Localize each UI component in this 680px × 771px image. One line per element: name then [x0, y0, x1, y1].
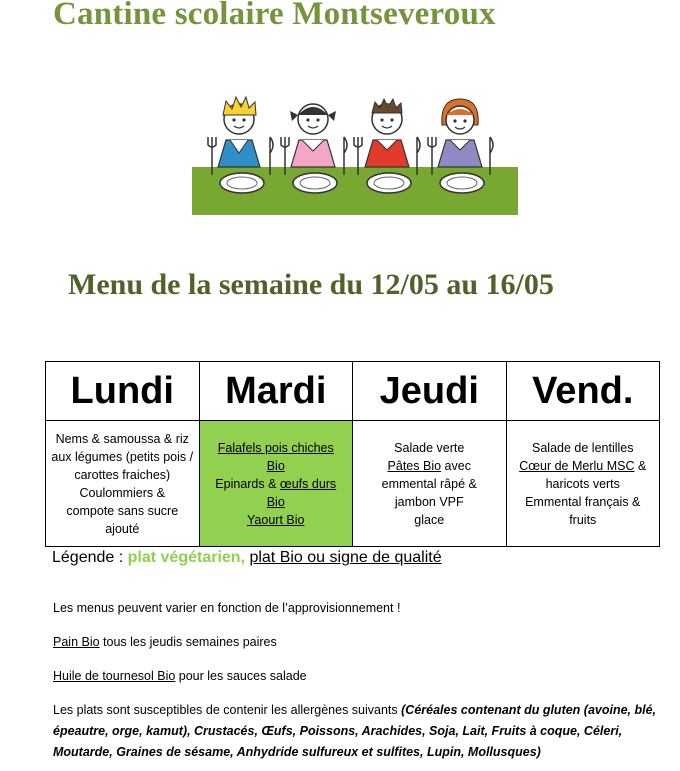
friday-dish: fruits	[569, 512, 597, 527]
thursday-dish-part: Pâtes Bio	[387, 458, 442, 473]
legend-vegetarian: plat végétarien,	[127, 549, 245, 566]
friday-dish: haricots verts	[545, 476, 620, 491]
tuesday-dish: Falafels pois chiches	[217, 440, 334, 455]
legend-bio: plat Bio ou signe de qualité	[249, 549, 442, 566]
bread-note	[53, 632, 277, 653]
monday-dish: Nems & samoussa & riz aux légumes (petits pois / carottes fraiches)	[51, 431, 194, 482]
allergens-note	[53, 700, 668, 763]
thursday-dish-part: avec	[441, 458, 471, 473]
tuesday-dish	[205, 475, 348, 493]
bread-note-text: tous les jeudis semaines paires	[99, 635, 277, 649]
friday-dish: Emmental français &	[525, 494, 641, 509]
thursday-dish: emmental râpé &	[381, 476, 477, 491]
tuesday-dish: Bio	[266, 458, 285, 473]
friday-dish-part: Cœur de Merlu MSC	[519, 458, 635, 473]
menu-cell-monday	[46, 421, 200, 547]
day-header-monday: Lundi	[46, 362, 200, 421]
menu-cell-tuesday	[199, 421, 353, 547]
child-2	[290, 104, 336, 167]
children-eating-illustration	[190, 85, 520, 217]
legend	[52, 549, 442, 567]
thursday-dish: Salade verte	[394, 440, 465, 455]
day-header-thursday: Jeudi	[353, 362, 507, 421]
thursday-dish: glace	[414, 512, 445, 527]
friday-dish-part: &	[634, 458, 647, 473]
menu-cell-thursday	[353, 421, 507, 547]
monday-dish: Coulommiers &	[79, 485, 165, 500]
weekly-menu-table	[45, 361, 660, 547]
page-title: Cantine scolaire Montseveroux	[53, 0, 496, 32]
friday-dish	[512, 457, 655, 475]
supply-note: Les menus peuvent varier en fonction de l’approvisionnement !	[53, 601, 401, 615]
menu-cell-friday	[506, 421, 660, 547]
oil-note-link: Huile de tournesol Bio	[53, 669, 176, 683]
monday-dish: compote sans sucre ajouté	[66, 503, 179, 536]
day-header-tuesday: Mardi	[199, 362, 353, 421]
day-header-friday: Vend.	[506, 362, 660, 421]
tuesday-dish-part: Epinards &	[215, 476, 280, 491]
week-subtitle: Menu de la semaine du 12/05 au 16/05	[68, 268, 554, 301]
tuesday-dish-part: œufs durs	[279, 476, 337, 491]
thursday-dish: jambon VPF	[394, 494, 464, 509]
oil-note-text: pour les sauces salade	[175, 669, 307, 683]
child-3	[365, 99, 409, 167]
oil-note	[53, 666, 307, 687]
allergens-intro: Les plats sont susceptibles de contenir les allergènes suivants	[53, 703, 402, 717]
legend-label: Légende :	[52, 549, 128, 566]
child-1	[218, 97, 260, 167]
day-header-row	[46, 362, 660, 421]
allergens-list: (Céréales contenant du gluten (avoine, blé, épeautre, orge, kamut), Crustacés, Œufs, Poissons, Arachides, Soja, Lait, Fruits à coque, Céleri, Moutarde, Graines de sésame, Anhydride sulfureux et sulfites, Lupin, Mollusques)	[53, 703, 657, 759]
menu-row	[46, 421, 660, 547]
tuesday-dish: Bio	[266, 494, 285, 509]
child-4	[438, 99, 482, 167]
thursday-dish	[358, 457, 501, 475]
tuesday-dish: Yaourt Bio	[247, 512, 305, 527]
friday-dish: Salade de lentilles	[532, 440, 634, 455]
bread-note-link: Pain Bio	[53, 635, 100, 649]
